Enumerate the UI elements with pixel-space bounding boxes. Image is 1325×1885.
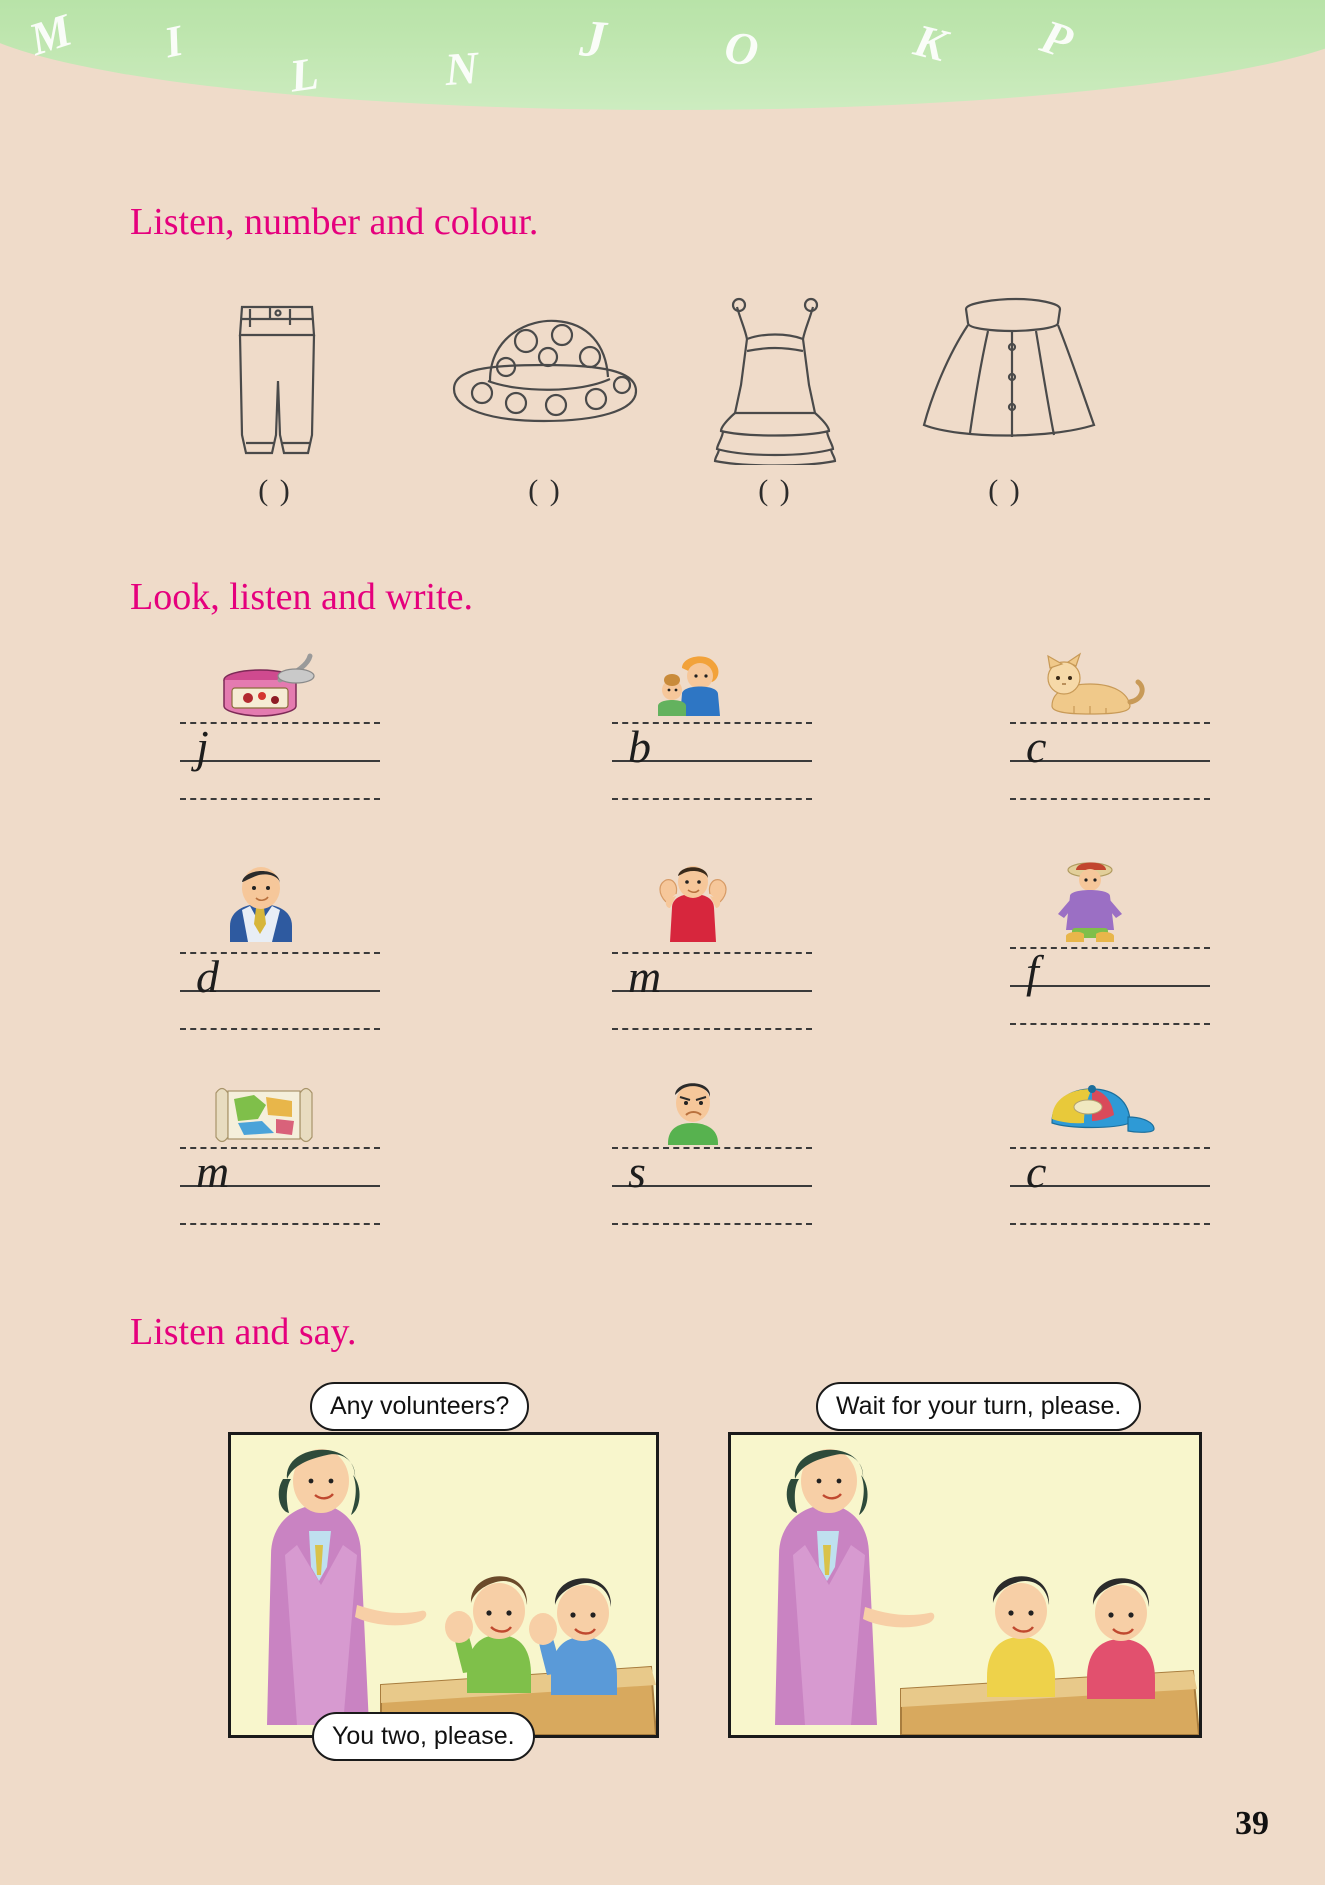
cap-icon [1018, 1075, 1168, 1145]
classroom-scene-two [731, 1435, 1199, 1735]
muscle-man-icon [620, 860, 770, 944]
written-letter: d [196, 951, 219, 1002]
writing-lines[interactable] [612, 1147, 812, 1225]
decor-letter-0: M [23, 3, 78, 66]
decor-letter-4: J [578, 10, 608, 69]
decor-letter-3: N [443, 41, 480, 96]
clothing-item-dress [675, 285, 875, 508]
decorative-top-band [0, 0, 1325, 130]
jam-jar-icon [188, 650, 338, 720]
sad-boy-icon [620, 1075, 770, 1145]
written-letter: m [196, 1146, 230, 1197]
written-letter: f [1026, 946, 1039, 997]
answer-parentheses-dress[interactable]: ( ) [758, 474, 792, 507]
decor-letter-5: O [721, 20, 762, 77]
section-title-listen-number-colour: Listen, number and colour. [130, 201, 539, 243]
written-letter: c [1026, 721, 1047, 772]
farmer-icon [1018, 855, 1168, 947]
writing-lines[interactable] [612, 952, 812, 1030]
written-letter: m [628, 951, 662, 1002]
map-icon [188, 1075, 338, 1145]
written-letter: j [196, 721, 209, 772]
writing-lines[interactable] [180, 1147, 380, 1225]
green-arc [0, 0, 1325, 110]
page-number: 39 [1235, 1805, 1269, 1842]
answer-parentheses-trousers[interactable]: ( ) [258, 474, 292, 507]
decor-letter-1: I [160, 15, 188, 68]
dress-icon [675, 285, 875, 465]
brother-icon [620, 650, 770, 720]
section-title-listen-and-say: Listen and say. [130, 1311, 357, 1353]
hat-icon [430, 285, 660, 465]
answer-parentheses-hat[interactable]: ( ) [528, 474, 562, 507]
writing-lines[interactable] [1010, 947, 1210, 1025]
cat-icon [1018, 650, 1168, 720]
writing-lines[interactable] [1010, 1147, 1210, 1225]
comic-panel-two [728, 1432, 1202, 1738]
decor-letter-7: P [1034, 9, 1079, 70]
speech-bubble-you-two-please: You two, please. [312, 1712, 535, 1761]
clothing-item-trousers [185, 285, 365, 508]
written-letter: c [1026, 1146, 1047, 1197]
skirt-icon [900, 285, 1110, 465]
trousers-icon [190, 285, 360, 465]
clothing-item-skirt [900, 285, 1110, 508]
section-title-look-listen-write: Look, listen and write. [130, 576, 473, 618]
answer-parentheses-skirt[interactable]: ( ) [988, 474, 1022, 507]
written-letter: s [628, 1146, 646, 1197]
written-letter: b [628, 721, 651, 772]
clothing-item-hat [430, 285, 660, 508]
writing-lines[interactable] [1010, 722, 1210, 800]
decor-letter-2: L [286, 47, 322, 102]
classroom-scene-one [231, 1435, 656, 1735]
writing-lines[interactable] [180, 722, 380, 800]
dad-icon [188, 860, 338, 944]
writing-lines[interactable] [180, 952, 380, 1030]
comic-panel-one [228, 1432, 659, 1738]
decor-letter-6: K [909, 14, 952, 71]
speech-bubble-any-volunteers: Any volunteers? [310, 1382, 529, 1431]
speech-bubble-wait-for-your-turn: Wait for your turn, please. [816, 1382, 1141, 1431]
writing-lines[interactable] [612, 722, 812, 800]
